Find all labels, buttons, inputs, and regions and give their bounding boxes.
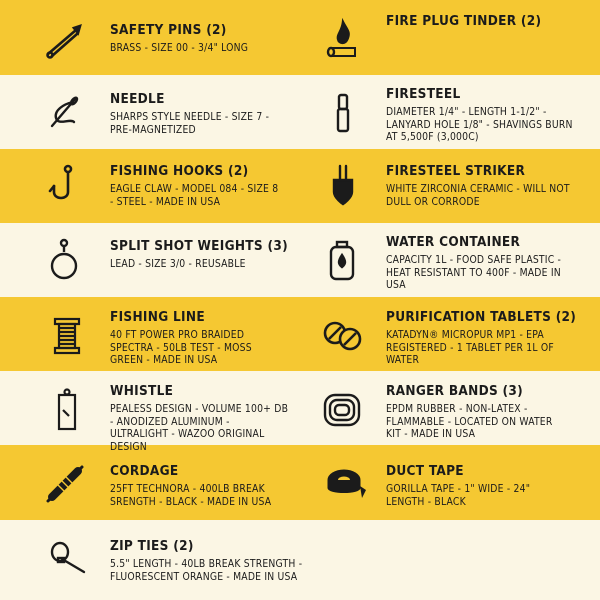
item-title: WATER CONTAINER	[386, 234, 521, 250]
item-title: PURIFICATION TABLETS (2)	[386, 309, 577, 325]
fishing-line-icon	[52, 315, 82, 357]
item-title: FISHING HOOKS (2)	[110, 163, 249, 179]
split-shot-icon	[46, 238, 82, 282]
item-desc: WHITE ZIRCONIA CERAMIC - WILL NOT DULL OR CORRODE	[386, 183, 570, 208]
item-desc: CAPACITY 1L - FOOD SAFE PLASTIC - HEAT RESISTANT TO 400F - MADE IN USA	[386, 254, 562, 292]
firesteel-striker-icon	[326, 164, 360, 206]
item-title: SAFETY PINS (2)	[110, 22, 227, 38]
duct-tape-icon	[322, 466, 366, 502]
whistle-icon	[54, 388, 80, 432]
item-desc: LEAD - SIZE 3/0 - REUSABLE	[110, 258, 246, 270]
item-desc: PEALESS DESIGN - VOLUME 100+ DB - ANODIZED ALUMINUM - ULTRALIGHT - WAZOO ORIGINAL DESIGN	[110, 403, 289, 453]
cordage-icon	[44, 463, 86, 505]
fishing-hook-icon	[44, 164, 84, 204]
item-title: FISHING LINE	[110, 309, 205, 325]
item-title: RANGER BANDS (3)	[386, 383, 523, 399]
item-desc: SHARPS STYLE NEEDLE - SIZE 7 - PRE-MAGNETIZED	[110, 111, 270, 136]
item-desc: EPDM RUBBER - NON-LATEX - FLAMMABLE - LOCATED ON WATER KIT - MADE IN USA	[386, 403, 553, 441]
safety-pin-icon	[44, 20, 84, 60]
item-title: FIRESTEEL	[386, 86, 461, 102]
firesteel-icon	[330, 92, 356, 134]
fire-plug-icon	[325, 18, 361, 60]
item-desc: 25FT TECHNORA - 400LB BREAK SRENGTH - BLACK - MADE IN USA	[110, 483, 272, 508]
ranger-bands-icon	[322, 390, 362, 430]
item-title: FIRESTEEL STRIKER	[386, 163, 526, 179]
item-title: FIRE PLUG TINDER (2)	[386, 13, 542, 29]
item-title: CORDAGE	[110, 463, 179, 479]
zip-tie-icon	[48, 540, 88, 576]
band-row-1	[0, 0, 600, 75]
item-desc: 40 FT POWER PRO BRAIDED SPECTRA - 50LB TEST - MOSS GREEN - MADE IN USA	[110, 329, 252, 367]
needle-icon	[44, 92, 84, 132]
water-container-icon	[326, 240, 358, 282]
item-desc: EAGLE CLAW - MODEL 084 - SIZE 8 - STEEL - MADE IN USA	[110, 183, 279, 208]
item-desc: GORILLA TAPE - 1" WIDE - 24" LENGTH - BLACK	[386, 483, 531, 508]
item-desc: BRASS - SIZE 00 - 3/4" LONG	[110, 42, 249, 54]
item-desc: 5.5" LENGTH - 40LB BREAK STRENGTH - FLUORESCENT ORANGE - MADE IN USA	[110, 558, 303, 583]
item-title: ZIP TIES (2)	[110, 538, 194, 554]
item-title: WHISTLE	[110, 383, 174, 399]
item-desc: KATADYN® MICROPUR MP1 - EPA REGISTERED - 1 TABLET PER 1L OF WATER	[386, 329, 554, 367]
tablets-icon	[322, 318, 364, 354]
item-title: DUCT TAPE	[386, 463, 464, 479]
item-desc: DIAMETER 1/4" - LENGTH 1-1/2" - LANYARD HOLE 1/8" - SHAVINGS BURN AT 5,500F (3,000C)	[386, 106, 573, 144]
item-title: SPLIT SHOT WEIGHTS (3)	[110, 238, 288, 254]
item-title: NEEDLE	[110, 91, 165, 107]
